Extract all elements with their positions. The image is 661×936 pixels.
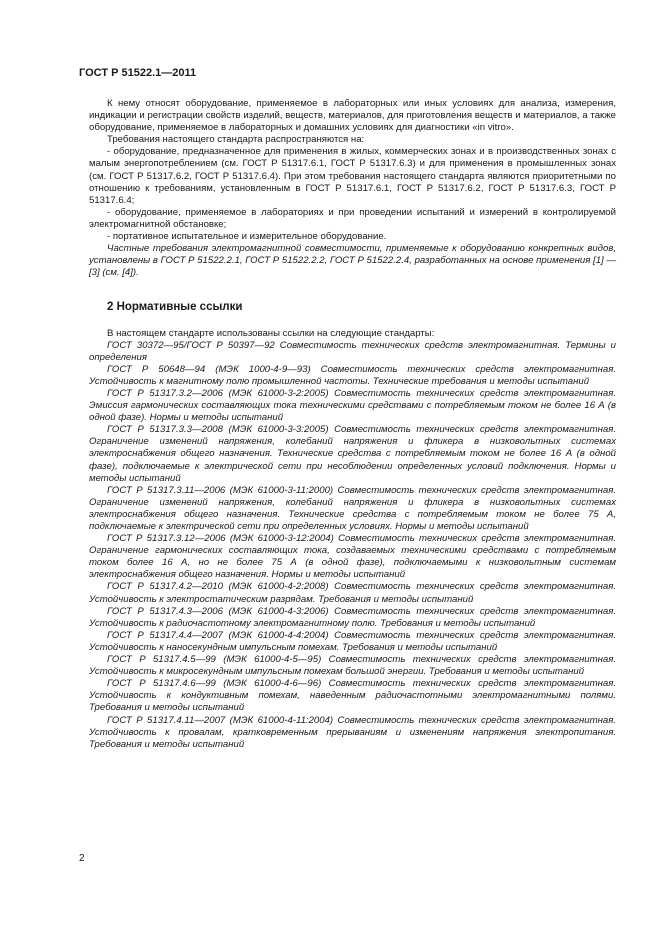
intro-paragraph: Частные требования электромагнитной совместимости, применяемые к оборудованию конкретных видов, установлены в ГОСТ Р 51522.2.1, ГОСТ Р 51522.2.2, ГОСТ Р 51522.2.4, разработанных на основе применения [1] — [3] (см. [4]). <box>89 243 616 279</box>
reference-item: ГОСТ Р 51317.4.5—99 (МЭК 61000-4-5—95) Совместимость технических средств электромагнитная. Устойчивость к микросекундным импульсным помехам большой энергии. Требования и методы испытаний <box>89 654 616 678</box>
section-title: 2 Нормативные ссылки <box>107 301 243 314</box>
reference-item: ГОСТ Р 51317.4.6—99 (МЭК 61000-4-6—96) Совместимость технических средств электромагнитная. Устойчивость к кондуктивным помехам, наведенным радиочастотными электромагнитными полями. Требования и методы испытаний <box>89 678 616 714</box>
reference-item: ГОСТ Р 51317.3.12—2006 (МЭК 61000-3-12:2004) Совместимость технических средств электромагнитная. Ограничение гармонических составляющих тока, создаваемых техническими средствами с потребляемым током более 16 А, но не более 75 А (в одной фазе), подключаемыми к низковольтным системам электроснабжения общего назначения. Нормы и методы испытаний <box>89 533 616 581</box>
reference-item: ГОСТ Р 51317.4.3—2006 (МЭК 61000-4-3:2006) Совместимость технических средств электромагнитная. Устойчивость к радиочастотному электромагнитному полю. Требования и методы испытаний <box>89 605 616 629</box>
reference-item: ГОСТ Р 51317.4.2—2010 (МЭК 61000-4-2:2008) Совместимость технических средств электромагнитная. Устойчивость к электростатическим разрядам. Требования и методы испытаний <box>89 581 616 605</box>
section-lead: В настоящем стандарте использованы ссылки на следующие стандарты: <box>107 327 435 339</box>
intro-paragraph: - оборудование, применяемое в лабораториях и при проведении испытаний и измерений в контролируемой электромагнитной обстановке; <box>89 206 616 230</box>
intro-paragraph: Требования настоящего стандарта распространяются на: <box>107 134 365 146</box>
page-number: 2 <box>79 853 85 864</box>
reference-item: ГОСТ Р 51317.4.4—2007 (МЭК 61000-4-4:2004) Совместимость технических средств электромагнитная. Устойчивость к наносекундным импульсным помехам. Требования и методы испытаний <box>89 629 616 653</box>
reference-item: ГОСТ Р 51317.3.3—2008 (МЭК 61000-3-3:2005) Совместимость технических средств электромагнитная. Ограничение изменений напряжения, колебаний напряжения и фликера в низковольтных системах электроснабжения общего назначения. Технические средства с потребляемым током не более 16 А (в одной фазе), подключаемые к электрической сети при несоблюдении определенных условий подключения. Нормы и методы испытаний <box>89 424 616 484</box>
reference-item: ГОСТ Р 51317.4.11—2007 (МЭК 61000-4-11:2004) Совместимость технических средств электромагнитная. Устойчивость к провалам, кратковременным прерываниям и изменениям напряжения электропитания. Требования и методы испытаний <box>89 714 616 750</box>
reference-item: ГОСТ Р 50648—94 (МЭК 1000-4-9—93) Совместимость технических средств электромагнитная. Устойчивость к магнитному полю промышленной частоты. Технические требования и методы испытаний <box>89 363 616 387</box>
intro-paragraph: - портативное испытательное и измерительное оборудование. <box>107 231 387 243</box>
document-body <box>89 98 616 751</box>
reference-item: ГОСТ 30372—95/ГОСТ Р 50397—92 Совместимость технических средств электромагнитная. Термины и определения <box>89 339 616 363</box>
intro-paragraph: К нему относят оборудование, применяемое в лабораторных или иных условиях для анализа, измерения, индикации и регистрации свойств изделий, веществ, материалов, для приготовления веществ и материалов, а также оборудование, применяемое в лабораторных и домашних условиях для диагностики «in vitro». <box>89 98 616 134</box>
reference-item: ГОСТ Р 51317.3.11—2006 (МЭК 61000-3-11:2000) Совместимость технических средств электромагнитная. Ограничение изменений напряжения, колебаний напряжения и фликера в низковольтных системах электроснабжения общего назначения. Технические средства с потребляемым током не более 75 А, подключаемые к электрической сети при определенных условиях. Нормы и методы испытаний <box>89 484 616 532</box>
reference-item: ГОСТ Р 51317.3.2—2006 (МЭК 61000-3-2:2005) Совместимость технических средств электромагнитная. Эмиссия гармонических составляющих тока техническими средствами с потребляемым током не более 16 А (в одной фазе). Нормы и методы испытаний <box>89 387 616 424</box>
intro-block <box>89 98 616 279</box>
document-header: ГОСТ Р 51522.1—2011 <box>79 67 197 79</box>
references-list <box>89 340 616 751</box>
intro-paragraph: - оборудование, предназначенное для применения в жилых, коммерческих зонах и в производственных зонах с малым энергопотреблением (см. ГОСТ Р 51317.6.1, ГОСТ Р 51317.6.3) и для применения в промышленных зонах (см. ГОСТ Р 51317.6.2, ГОСТ Р 51317.6.4). При этом требования настоящего стандарта являются приоритетными по отношению к требованиям, установленным в ГОСТ Р 51317.6.1, ГОСТ Р 51317.6.2, ГОСТ Р 51317.6.3, ГОСТ Р 51317.6.4; <box>89 146 616 206</box>
